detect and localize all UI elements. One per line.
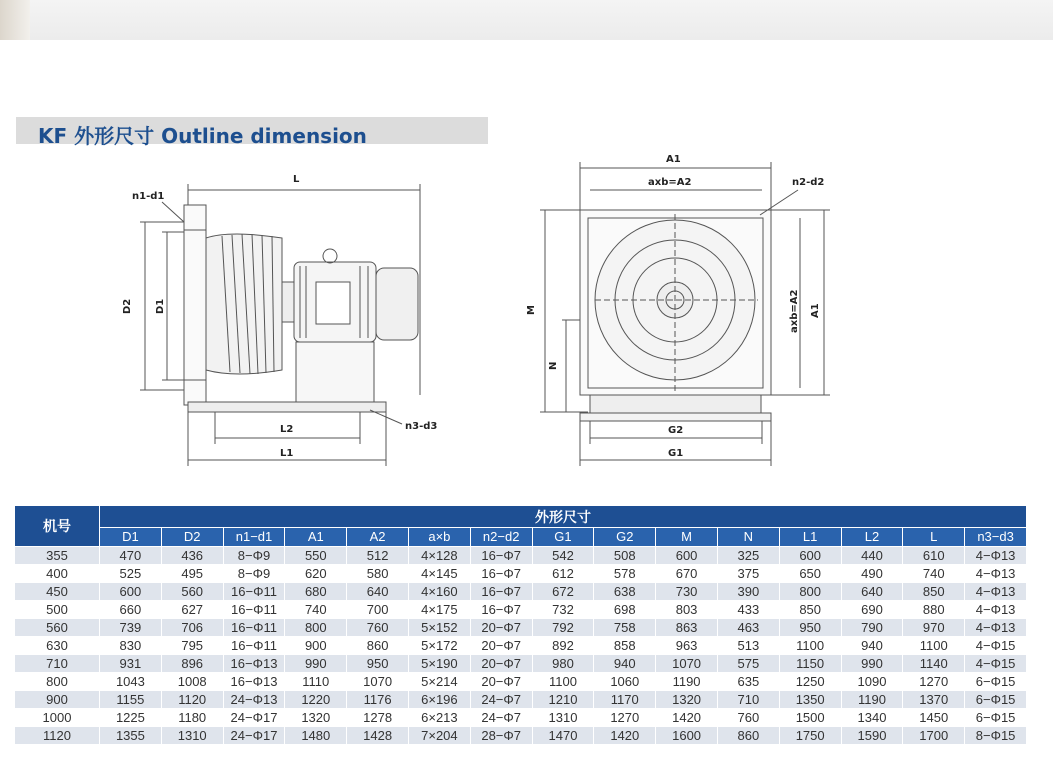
- table-cell: 20−Φ7: [470, 619, 532, 637]
- table-cell: 660: [100, 601, 162, 619]
- model-cell: 710: [15, 655, 100, 673]
- table-cell: 1155: [100, 691, 162, 709]
- table-cell: 1220: [285, 691, 347, 709]
- table-cell: 800: [779, 583, 841, 601]
- table-cell: 550: [285, 547, 347, 565]
- table-row: [15, 655, 1027, 673]
- table-cell: 700: [347, 601, 409, 619]
- table-cell: 375: [717, 565, 779, 583]
- table-cell: 1043: [100, 673, 162, 691]
- table-cell: 680: [285, 583, 347, 601]
- table-cell: 690: [841, 601, 903, 619]
- table-cell: 1070: [347, 673, 409, 691]
- table-body: [15, 547, 1027, 745]
- table-cell: 940: [594, 655, 656, 673]
- label-A1-top: A1: [666, 154, 681, 165]
- table-cell: 16−Φ7: [470, 601, 532, 619]
- table-cell: 16−Φ11: [223, 601, 285, 619]
- table-cell: 470: [100, 547, 162, 565]
- table-cell: 24−Φ7: [470, 709, 532, 727]
- table-cell: 858: [594, 637, 656, 655]
- table-cell: 760: [717, 709, 779, 727]
- table-cell: 740: [285, 601, 347, 619]
- table-cell: 1370: [903, 691, 965, 709]
- table-cell: 638: [594, 583, 656, 601]
- table-cell: 1590: [841, 727, 903, 745]
- label-L2: L2: [280, 424, 294, 435]
- label-D2: D2: [122, 298, 133, 314]
- table-cell: 1278: [347, 709, 409, 727]
- table-row: [15, 619, 1027, 637]
- label-M: M: [526, 305, 537, 315]
- label-n2-d2: n2-d2: [792, 177, 825, 188]
- label-L1: L1: [280, 448, 294, 459]
- table-cell: 860: [347, 637, 409, 655]
- table-cell: 5×214: [408, 673, 470, 691]
- label-axb-side: axb=A2: [789, 289, 800, 333]
- column-header: D1: [100, 528, 162, 547]
- table-cell: 963: [656, 637, 718, 655]
- table-cell: 931: [100, 655, 162, 673]
- table-cell: 1480: [285, 727, 347, 745]
- table-cell: 1090: [841, 673, 903, 691]
- table-cell: 490: [841, 565, 903, 583]
- table-cell: 1120: [161, 691, 223, 709]
- table-cell: 1225: [100, 709, 162, 727]
- table-cell: 892: [532, 637, 594, 655]
- model-cell: 800: [15, 673, 100, 691]
- table-cell: 730: [656, 583, 718, 601]
- table-cell: 1320: [656, 691, 718, 709]
- column-header: n3−d3: [965, 528, 1027, 547]
- table-cell: 513: [717, 637, 779, 655]
- table-cell: 860: [717, 727, 779, 745]
- table-row: [15, 709, 1027, 727]
- table-cell: 20−Φ7: [470, 673, 532, 691]
- table-cell: 900: [285, 637, 347, 655]
- table-cell: 1355: [100, 727, 162, 745]
- table-cell: 803: [656, 601, 718, 619]
- model-header: 机号: [15, 506, 100, 547]
- column-header: L2: [841, 528, 903, 547]
- table-cell: 1470: [532, 727, 594, 745]
- label-N: N: [548, 361, 559, 370]
- table-cell: 512: [347, 547, 409, 565]
- table-row: [15, 583, 1027, 601]
- table-cell: 612: [532, 565, 594, 583]
- table-row: [15, 691, 1027, 709]
- column-header: G1: [532, 528, 594, 547]
- column-header: a×b: [408, 528, 470, 547]
- table-cell: 8−Φ9: [223, 547, 285, 565]
- table-cell: 672: [532, 583, 594, 601]
- table-cell: 795: [161, 637, 223, 655]
- column-header: A1: [285, 528, 347, 547]
- table-cell: 4×145: [408, 565, 470, 583]
- table-cell: 4−Φ13: [965, 601, 1027, 619]
- table-cell: 760: [347, 619, 409, 637]
- table-cell: 990: [285, 655, 347, 673]
- table-cell: 1450: [903, 709, 965, 727]
- table-cell: 627: [161, 601, 223, 619]
- table-cell: 8−Φ9: [223, 565, 285, 583]
- column-header: L: [903, 528, 965, 547]
- table-row: [15, 601, 1027, 619]
- table-cell: 16−Φ13: [223, 655, 285, 673]
- table-row: [15, 673, 1027, 691]
- table-cell: 4−Φ13: [965, 619, 1027, 637]
- table-cell: 5×172: [408, 637, 470, 655]
- table-cell: 4−Φ15: [965, 655, 1027, 673]
- table-cell: 560: [161, 583, 223, 601]
- table-row: [15, 727, 1027, 745]
- table-cell: 1070: [656, 655, 718, 673]
- table-cell: 650: [779, 565, 841, 583]
- table-cell: 1600: [656, 727, 718, 745]
- table-cell: 16−Φ11: [223, 637, 285, 655]
- table-cell: 1250: [779, 673, 841, 691]
- model-cell: 355: [15, 547, 100, 565]
- table-cell: 670: [656, 565, 718, 583]
- table-cell: 1270: [903, 673, 965, 691]
- table-cell: 16−Φ13: [223, 673, 285, 691]
- table-cell: 6−Φ15: [965, 709, 1027, 727]
- label-axb-top: axb=A2: [648, 177, 692, 188]
- table-cell: 1420: [656, 709, 718, 727]
- table-cell: 5×152: [408, 619, 470, 637]
- table-cell: 640: [841, 583, 903, 601]
- label-n1-d1: n1-d1: [132, 191, 165, 202]
- table-cell: 830: [100, 637, 162, 655]
- outline-drawing: [0, 150, 1053, 480]
- table-cell: 1100: [779, 637, 841, 655]
- table-cell: 600: [100, 583, 162, 601]
- table-cell: 710: [717, 691, 779, 709]
- table-cell: 6×213: [408, 709, 470, 727]
- label-n3-d3: n3-d3: [405, 421, 438, 432]
- table-cell: 880: [903, 601, 965, 619]
- table-cell: 1170: [594, 691, 656, 709]
- table-cell: 790: [841, 619, 903, 637]
- table-cell: 896: [161, 655, 223, 673]
- table-cell: 1310: [532, 709, 594, 727]
- column-header: D2: [161, 528, 223, 547]
- table-cell: 1350: [779, 691, 841, 709]
- table-cell: 525: [100, 565, 162, 583]
- table-cell: 698: [594, 601, 656, 619]
- table-cell: 7×204: [408, 727, 470, 745]
- table-cell: 950: [347, 655, 409, 673]
- table-cell: 1110: [285, 673, 347, 691]
- table-row: [15, 637, 1027, 655]
- table-cell: 1428: [347, 727, 409, 745]
- table-cell: 542: [532, 547, 594, 565]
- table-cell: 600: [779, 547, 841, 565]
- table-cell: 1340: [841, 709, 903, 727]
- table-cell: 433: [717, 601, 779, 619]
- column-header: L1: [779, 528, 841, 547]
- banner-corner: [0, 0, 30, 40]
- table-cell: 6×196: [408, 691, 470, 709]
- top-banner: [0, 0, 1053, 40]
- table-cell: 20−Φ7: [470, 655, 532, 673]
- table-row: [15, 547, 1027, 565]
- table-cell: 970: [903, 619, 965, 637]
- table-cell: 16−Φ7: [470, 583, 532, 601]
- table-cell: 16−Φ11: [223, 619, 285, 637]
- model-cell: 560: [15, 619, 100, 637]
- column-header: G2: [594, 528, 656, 547]
- table-cell: 863: [656, 619, 718, 637]
- table-cell: 24−Φ17: [223, 727, 285, 745]
- table-cell: 1210: [532, 691, 594, 709]
- table-cell: 495: [161, 565, 223, 583]
- model-cell: 900: [15, 691, 100, 709]
- table-cell: 1100: [532, 673, 594, 691]
- table-cell: 1180: [161, 709, 223, 727]
- table-cell: 758: [594, 619, 656, 637]
- table-cell: 1176: [347, 691, 409, 709]
- table-cell: 1420: [594, 727, 656, 745]
- table-cell: 4−Φ13: [965, 547, 1027, 565]
- table-cell: 4×128: [408, 547, 470, 565]
- table-cell: 850: [903, 583, 965, 601]
- table-cell: 463: [717, 619, 779, 637]
- table-cell: 508: [594, 547, 656, 565]
- table-cell: 24−Φ7: [470, 691, 532, 709]
- table-cell: 1700: [903, 727, 965, 745]
- table-cell: 800: [285, 619, 347, 637]
- table-cell: 950: [779, 619, 841, 637]
- table-cell: 1320: [285, 709, 347, 727]
- table-cell: 440: [841, 547, 903, 565]
- model-cell: 1000: [15, 709, 100, 727]
- table-cell: 1270: [594, 709, 656, 727]
- table-cell: 16−Φ11: [223, 583, 285, 601]
- table-cell: 990: [841, 655, 903, 673]
- column-header: n2−d2: [470, 528, 532, 547]
- table-cell: 8−Φ15: [965, 727, 1027, 745]
- table-cell: 578: [594, 565, 656, 583]
- table-cell: 575: [717, 655, 779, 673]
- table-cell: 20−Φ7: [470, 637, 532, 655]
- table-cell: 1190: [656, 673, 718, 691]
- table-cell: 640: [347, 583, 409, 601]
- label-A1-side: A1: [810, 303, 821, 318]
- column-header: M: [656, 528, 718, 547]
- table-cell: 325: [717, 547, 779, 565]
- section-title: KF 外形尺寸 Outline dimension: [38, 124, 367, 148]
- table-cell: 24−Φ13: [223, 691, 285, 709]
- table-cell: 4×160: [408, 583, 470, 601]
- table-cell: 600: [656, 547, 718, 565]
- table-cell: 1100: [903, 637, 965, 655]
- table-cell: 1060: [594, 673, 656, 691]
- table-cell: 4−Φ15: [965, 637, 1027, 655]
- table-cell: 580: [347, 565, 409, 583]
- group-header: 外形尺寸: [100, 506, 1027, 528]
- table-cell: 6−Φ15: [965, 691, 1027, 709]
- column-header: N: [717, 528, 779, 547]
- table-cell: 740: [903, 565, 965, 583]
- section-title-bar: [16, 117, 488, 148]
- table-cell: 6−Φ15: [965, 673, 1027, 691]
- model-cell: 630: [15, 637, 100, 655]
- table-cell: 1190: [841, 691, 903, 709]
- label-D1: D1: [155, 298, 166, 314]
- table-cell: 1140: [903, 655, 965, 673]
- table-cell: 1150: [779, 655, 841, 673]
- table-cell: 5×190: [408, 655, 470, 673]
- model-cell: 500: [15, 601, 100, 619]
- table-cell: 850: [779, 601, 841, 619]
- label-G1: G1: [668, 448, 684, 459]
- dimension-table: [14, 505, 1027, 745]
- table-cell: 610: [903, 547, 965, 565]
- table-cell: 16−Φ7: [470, 565, 532, 583]
- table-cell: 28−Φ7: [470, 727, 532, 745]
- model-cell: 1120: [15, 727, 100, 745]
- table-cell: 792: [532, 619, 594, 637]
- table-cell: 1750: [779, 727, 841, 745]
- label-L: L: [293, 174, 300, 185]
- table-cell: 4−Φ13: [965, 565, 1027, 583]
- table-cell: 620: [285, 565, 347, 583]
- column-header: A2: [347, 528, 409, 547]
- table-cell: 16−Φ7: [470, 547, 532, 565]
- table-cell: 635: [717, 673, 779, 691]
- column-header-row: [15, 528, 1027, 547]
- table-cell: 739: [100, 619, 162, 637]
- table-cell: 24−Φ17: [223, 709, 285, 727]
- table-cell: 4×175: [408, 601, 470, 619]
- table-cell: 436: [161, 547, 223, 565]
- table-cell: 706: [161, 619, 223, 637]
- label-G2: G2: [668, 425, 684, 436]
- table-cell: 4−Φ13: [965, 583, 1027, 601]
- table-row: [15, 565, 1027, 583]
- table-cell: 940: [841, 637, 903, 655]
- table-cell: 732: [532, 601, 594, 619]
- table-cell: 390: [717, 583, 779, 601]
- table-cell: 980: [532, 655, 594, 673]
- table-cell: 1310: [161, 727, 223, 745]
- column-header: n1−d1: [223, 528, 285, 547]
- model-cell: 400: [15, 565, 100, 583]
- table-cell: 1008: [161, 673, 223, 691]
- model-cell: 450: [15, 583, 100, 601]
- table-cell: 1500: [779, 709, 841, 727]
